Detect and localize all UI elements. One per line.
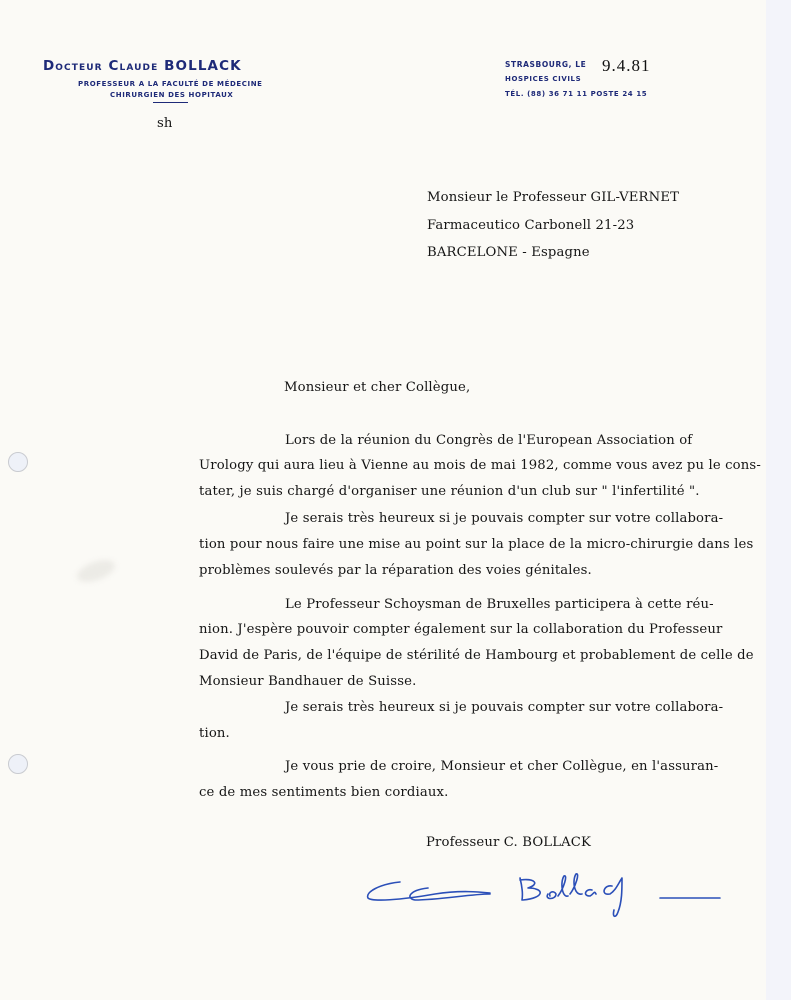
institution: HOSPICES CIVILS <box>505 75 582 83</box>
signature-stroke <box>570 874 582 894</box>
punch-hole-top <box>8 452 28 472</box>
page-edge <box>766 0 791 1000</box>
body-line: problèmes soulevés par la réparation des voies génitales. <box>199 563 592 578</box>
reference-initials: sh <box>157 116 173 131</box>
body-line: Monsieur Bandhauer de Suisse. <box>199 674 417 689</box>
punch-hole-bottom <box>8 754 28 774</box>
handwritten-signature <box>360 870 730 930</box>
signature-stroke <box>604 878 622 916</box>
signature-stroke <box>558 876 568 896</box>
body-line: David de Paris, de l'équipe de stérilité de Hambourg et probablement de celle de <box>199 648 754 663</box>
salutation: Monsieur et cher Collègue, <box>284 380 471 395</box>
signature-stroke <box>368 882 490 900</box>
signature-stroke <box>586 890 596 896</box>
body-line: tater, je suis chargé d'organiser une réunion d'un club sur " l'infertilité ". <box>199 484 700 499</box>
body-line: tion pour nous faire une mise au point sur la place de la micro-chirurgie dans les <box>199 537 754 552</box>
signature-stroke <box>410 888 490 900</box>
recipient-line: BARCELONE - Espagne <box>427 245 590 260</box>
body-line: Je serais très heureux si je pouvais compter sur votre collabora- <box>285 511 724 526</box>
body-line: Le Professeur Schoysman de Bruxelles participera à cette réu- <box>285 597 714 612</box>
phone-number: TÉL. (88) 36 71 11 POSTE 24 15 <box>505 90 648 98</box>
letterhead-title: PROFESSEUR A LA FACULTÉ DE MÉDECINE <box>78 80 263 88</box>
signatory-name: Professeur C. BOLLACK <box>426 835 592 850</box>
body-line: Urology qui aura lieu à Vienne au mois de mai 1982, comme vous avez pu le cons- <box>199 458 761 473</box>
letter-date: 9.4.81 <box>602 56 651 75</box>
letterhead-subtitle: CHIRURGIEN DES HOPITAUX <box>110 91 234 99</box>
body-line: nion. J'espère pouvoir compter également sur la collaboration du Professeur <box>199 622 723 637</box>
letterhead-rule <box>153 102 188 103</box>
body-line: ce de mes sentiments bien cordiaux. <box>199 785 449 800</box>
city-label: STRASBOURG, LE <box>505 60 587 69</box>
letterhead-name: Docteur Claude BOLLACK <box>43 58 242 74</box>
body-line: tion. <box>199 726 230 741</box>
body-line: Je vous prie de croire, Monsieur et cher Collègue, en l'assuran- <box>285 759 719 774</box>
body-line: Je serais très heureux si je pouvais compter sur votre collabora- <box>285 700 724 715</box>
signature-stroke <box>520 878 540 900</box>
body-line: Lors de la réunion du Congrès de l'European Association of <box>285 433 693 448</box>
signature-stroke <box>547 892 556 899</box>
recipient-line: Farmaceutico Carbonell 21-23 <box>427 218 635 233</box>
recipient-line: Monsieur le Professeur GIL-VERNET <box>427 190 680 205</box>
